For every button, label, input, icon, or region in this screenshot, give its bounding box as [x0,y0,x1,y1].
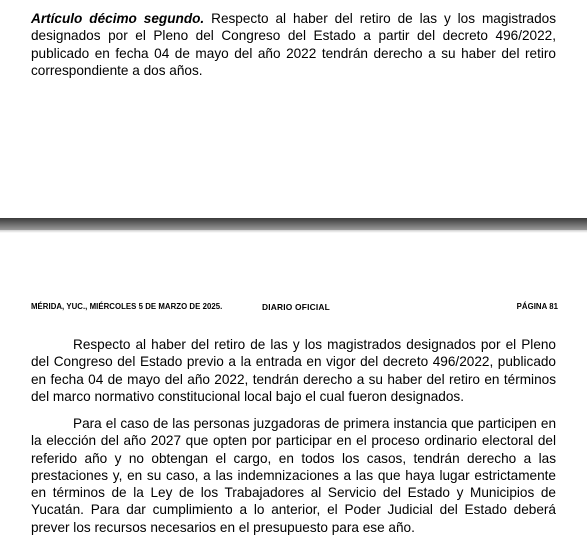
page-break-shadow [0,230,587,233]
header-date: MÉRIDA, YUC., MIÉRCOLES 5 DE MARZO DE 2025. [31,302,223,311]
body-paragraph-retirement: Respecto al haber del retiro de las y los magistrados designados por el Pleno del Congreso del Estado previo a la entrada en vigor del decreto 496/2022, publicado en fecha 04 de mayo del año 2022, tendrán derecho a su haber del retiro en términos del marco normativo constitucional local bajo el cual fueron designados. [31,337,556,404]
article-text: Respecto al haber del retiro de las y los magistrados designados por el Pleno del Congreso del Estado a partir del decreto 496/2022, publicado en fecha 04 de mayo del año 2022 tendrán derecho a su haber del retiro correspondiente a dos años. [31,11,556,78]
header-publication-title: DIARIO OFICIAL [262,302,330,312]
article-twelfth-paragraph [31,10,556,79]
header-page-number: PÁGINA 81 [516,302,558,311]
body-paragraph-judges: Para el caso de las personas juzgadoras de primera instancia que participen en la elección del año 2027 que opten por participar en el proceso ordinario electoral del referido año y no obtengan el cargo, en todos los casos, tendrán derecho a las prestaciones y, en su caso, a las indemnizaciones a las que haya lugar estrictamente en términos de la Ley de los Trabajadores al Servicio del Estado y Municipios de Yucatán. Para dar cumplimiento a lo anterior, el Poder Judicial del Estado deberá prever los recursos necesarios en el presupuesto para ese año. [31,416,556,535]
previous-page [0,0,587,218]
page-break-divider [0,218,587,230]
article-heading: Artículo décimo segundo. [31,11,205,26]
